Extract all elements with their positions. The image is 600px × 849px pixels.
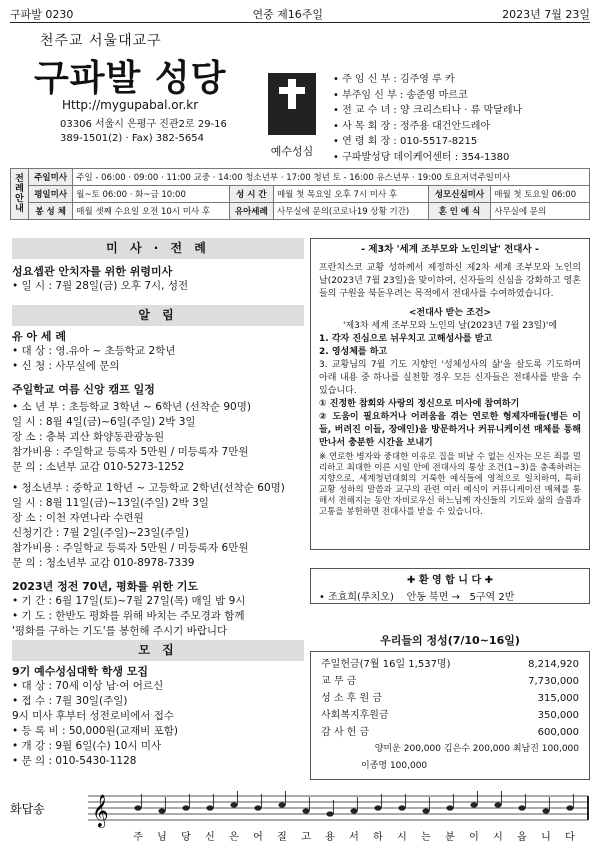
note-head bbox=[254, 805, 261, 810]
logo-caption: 예수성심 bbox=[270, 145, 314, 158]
lyric-syllable: 분 bbox=[445, 832, 455, 843]
lyric-syllable: 시 bbox=[493, 832, 503, 843]
note-head bbox=[278, 802, 285, 807]
notice-section: 알 림 유 아 세 례 • 대 상 : 영.유아 ~ 초등학교 2학년 • 신 청 : 사무실에 문의 주일학교 여름 신앙 캠프 일정 • 소 년 부 : 초등학교 3학년 ~ 6학년 (선착순 90명) 일 시 : 8월 4일(금)~6일(주일) 2박 3일 장 소 : 충북 괴산 화양동관광농원 참가비용 : 주일학교 등록자 5만원 / 미등록자 7만원 문 의 : 소년부 교감 010-5273-1252 • 청소년부 : 중학교 1학년 ~ 고등학교 2학년(선착순 60명) 일 시 : 8월 11일(금)~13일(주일) 2박 3일 장 소 : 이천 자연나라 수련원 신청기간 : 7월 2일(주일)~23일(주일) 참가비용 : 주일학교 등록자 5만원 / 미등록자 6만원 문 의 : 청소년부 교감 010-8978-7339 2023년 정전 70년, 평화를 위한 기도 • 기 간 : 6월 17일(토)~7월 27일(목) 매일 밤 9시 • 기 도 : 한반도 평화를 위해 바치는 주모경과 함께 '평화를 구하는 기도'를 봉헌해 주시기 바랍니다 bbox=[12, 305, 304, 639]
note-head bbox=[398, 805, 405, 810]
offering-row: 성 소 후 원 금 315,000 bbox=[321, 693, 579, 704]
parish-url[interactable]: Http://mygupabal.or.kr bbox=[62, 98, 199, 112]
lyric-syllable: 당 bbox=[181, 832, 191, 843]
liturgy-schedule: 전례 안내 주일미사 주일 - 06:00 · 09:00 · 11:00 교중 · 14:00 청소년부 · 17:00 청년 토 - 16:00 유스년부 · 19:00 토요저녁주일미사 평일미사 월~토 06:00 · 화~금 10:00 성 시 간 매월 첫 목요일 오후 7시 미사 후 성모신심미사 매월 첫 토요일 06:00 봉 성 체 매월 셋째 수요일 오전 10시 미사 후 유아세례 사무실에 문의(코로나19 상황 기간) 혼 인 예 식 사무실에 문의 bbox=[10, 168, 590, 220]
lyric-syllable: 신 bbox=[205, 832, 215, 843]
liturgical-season: 연중 제16주일 bbox=[252, 8, 324, 21]
offering-row: 감 사 헌 금 600,000 bbox=[321, 727, 579, 738]
note-head bbox=[542, 808, 549, 813]
lyric-syllable: 는 bbox=[421, 832, 431, 843]
note-head bbox=[518, 805, 525, 810]
lyric-syllable: 고 bbox=[301, 832, 311, 843]
lyric-syllable: 하 bbox=[373, 832, 383, 843]
staff-item: • 주 임 신 부 : 김주영 루 카 bbox=[333, 72, 522, 88]
lyric-syllable: 이 bbox=[469, 832, 479, 843]
lyrics bbox=[133, 830, 575, 843]
offering-row: 주일헌금(7월 16일 1,537명) 8,214,920 bbox=[321, 659, 579, 670]
bulletin-date: 2023년 7월 23일 bbox=[502, 8, 590, 21]
offering-section: 우리들의 정성(7/10~16일) 주일헌금(7월 16일 1,537명) 8,214,920 교 무 금 7,730,000 성 소 후 원 금 315,000 사회복지후원금 350,000 감 사 헌 금 600,000 양미운 200,000 김은수 200,000 최남진 100,000 이종명 100,000 bbox=[310, 632, 590, 780]
sacred-heart-logo bbox=[268, 73, 316, 135]
notes bbox=[134, 791, 573, 817]
note-head bbox=[422, 808, 429, 813]
note-head bbox=[374, 805, 381, 810]
parish-address: 03306 서울시 은평구 진관2로 29-16 389-1501(2) · Fax) 382-5654 bbox=[60, 119, 227, 144]
lyric-syllable: 니 bbox=[541, 832, 551, 843]
divider bbox=[10, 22, 590, 23]
note-head bbox=[302, 808, 309, 813]
note-head bbox=[230, 802, 237, 807]
lyric-syllable: 주 bbox=[133, 832, 143, 843]
note-head bbox=[326, 811, 333, 816]
note-head bbox=[494, 802, 501, 807]
note-head bbox=[566, 805, 573, 810]
schedule-side-label: 전례 안내 bbox=[11, 169, 29, 220]
lyric-syllable: 서 bbox=[349, 832, 359, 843]
note-head bbox=[470, 802, 477, 807]
indulgence-box: - 제3차 '세계 조부모와 노인의날' 전대사 - 프란치스코 교황 성하께서 제정하신 제2차 세계 조부모와 노인의 날(2023년 7월 23일)을 맞이하여, 신자들의 신심을 강화하고 영혼들의 구원을 북돋우려는 목적에서 전대사를 수여하였습니다. <전대사 받는 조건> '제3차 세계 조부모와 노인의 날(2023년 7월 23일)'에 1. 각자 진심으로 뉘우치고 고해성사를 받고 2. 영성체를 하고 3. 교황님의 7월 기도 지향인 '성체성사의 삶'을 살도록 기도하며 아래 내용 중 하나를 실천할 경우 모든 신자들은 전대사를 받을 수 있습니다. ① 진정한 참회와 사랑의 정신으로 미사에 참여하기 ② 도움이 필요하거나 어려움을 겪는 연로한 형제자매들(병든 이들, 버려진 이들, 장애인)을 방문하거나 커뮤니케이션 매체를 통해 만나서 충분한 시간을 보내기 ※ 연로한 병자와 중대한 이유로 집을 떠날 수 없는 신자는 모든 죄를 멀리하고 최대한 이른 시일 안에 전대사의 통상 조건(1~3)을 충족하려는 지향으로, 세계청년대회의 거룩한 예식들에 영적으로 일치하여, 특히 교황 성하의 말씀과 교구의 관련 여러 예식이 커뮤니케이션 매체를 통해서 전해지는 동안 자비로우신 하느님께 자신들의 기도와 삶의 슬픔과 고통을 봉헌하면 전대사를 받을 수 있습니다. bbox=[310, 238, 590, 550]
top-bar bbox=[10, 6, 590, 20]
lyric-syllable: 님 bbox=[157, 832, 167, 843]
staff-item: • 연 령 회 장 : 010-5517-8215 bbox=[333, 134, 522, 150]
recruit-section: 모 집 9기 예수성심대학 학생 모집 • 대 상 : 70세 이상 남·여 어르신 • 접 수 : 7월 30일(주일) 9시 미사 후부터 성전로비에서 접수 • 등 록 비 : 50,000원(교재비 포함) • 개 강 : 9월 6일(수) 10시 미사 • 문 의 : 010-5430-1128 bbox=[12, 640, 304, 769]
parish-title: 구파발 성당 bbox=[34, 58, 227, 99]
note-head bbox=[350, 808, 357, 813]
staff-list bbox=[333, 72, 522, 165]
responsorial-psalm bbox=[8, 778, 592, 848]
section-header-mass: 미 사 · 전 례 bbox=[12, 238, 304, 259]
memorial-mass-title: 성요셉관 안치자를 위한 위령미사 bbox=[12, 265, 173, 278]
offering-row: 사회복지후원금 350,000 bbox=[321, 710, 579, 721]
diocese-name: 천주교 서울대교구 bbox=[40, 33, 162, 49]
staff-item: • 부주임 신 부 : 송준영 마르코 bbox=[333, 88, 522, 104]
offering-row: 교 무 금 7,730,000 bbox=[321, 676, 579, 687]
note-head bbox=[446, 805, 453, 810]
note-head bbox=[206, 805, 213, 810]
section-header-notice: 알 림 bbox=[12, 305, 304, 326]
issue-number: 구파발 0230 bbox=[10, 8, 74, 21]
note-head bbox=[134, 805, 141, 810]
welcome-box: ✚ 환 영 합 니 다 ✚ • 조효희(루치오) 안동 북면 → 5구역 2반 bbox=[310, 568, 590, 604]
mass-section: 미 사 · 전 례 성요셉관 안치자를 위한 위령미사 • 일 시 : 7월 28일(금) 오후 7시, 성전 bbox=[12, 238, 304, 294]
lyric-syllable: 어 bbox=[253, 832, 263, 843]
note-head bbox=[158, 808, 165, 813]
note-head bbox=[182, 805, 189, 810]
section-header-recruit: 모 집 bbox=[12, 640, 304, 661]
peace-prayer-title: 2023년 정전 70년, 평화를 위한 기도 bbox=[12, 580, 199, 593]
staff-item: • 구파발성당 데이케어센터 : 354-1380 bbox=[333, 150, 522, 166]
lyric-syllable: 옵 bbox=[517, 832, 527, 843]
lyric-syllable: 은 bbox=[229, 832, 239, 843]
lyric-syllable: 용 bbox=[325, 832, 335, 843]
lyric-syllable: 질 bbox=[277, 832, 287, 843]
lyric-syllable: 시 bbox=[397, 832, 407, 843]
psalm-label: 화답송 bbox=[10, 802, 45, 816]
camp-title: 주일학교 여름 신앙 캠프 일정 bbox=[12, 383, 155, 396]
staff-item: • 사 목 회 장 : 정주용 대건안드레아 bbox=[333, 119, 522, 135]
treble-clef-icon: 𝄞 bbox=[92, 794, 109, 827]
music-staff bbox=[8, 778, 592, 848]
staff-item: • 전 교 수 녀 : 양 크리스티나 · 류 막달레나 bbox=[333, 103, 522, 119]
lyric-syllable: 다 bbox=[565, 832, 575, 843]
